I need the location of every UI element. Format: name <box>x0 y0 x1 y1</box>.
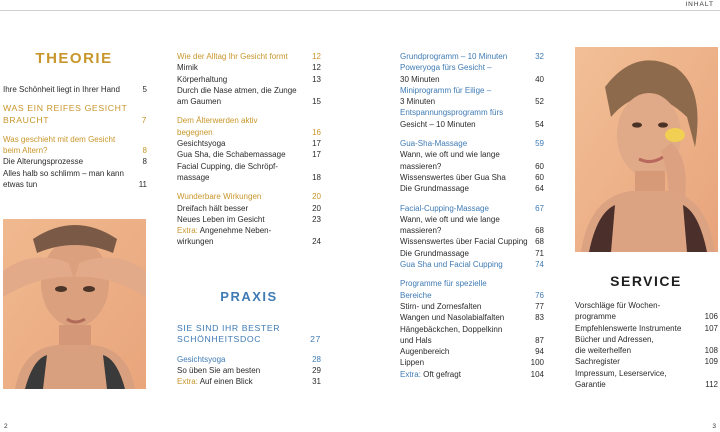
toc-entry-title: Gesichtsyoga <box>177 354 226 364</box>
toc-entry-title: Wangen und Nasolabialfalten <box>400 313 505 323</box>
toc-entry-page: 87 <box>535 335 544 345</box>
toc-entry <box>400 172 544 183</box>
toc-entry-page: 76 <box>535 290 544 300</box>
toc-entry-page: 67 <box>535 203 544 213</box>
toc-column-2-bottom <box>177 323 321 387</box>
toc-entry-title: wirkungen <box>177 237 214 247</box>
toc-entry-title <box>177 376 253 387</box>
toc-entry <box>400 357 544 368</box>
toc-entry-page: 8 <box>142 157 147 167</box>
toc-entry-title: SCHÖNHEITSDOC <box>177 334 262 345</box>
toc-entry-page: 20 <box>312 203 321 213</box>
toc-entry <box>400 278 544 289</box>
toc-entry-page: 71 <box>535 248 544 258</box>
toc-entry-prefix: Extra: <box>177 377 200 387</box>
toc-entry-title: Poweryoga fürs Gesicht – <box>400 63 492 73</box>
toc-entry <box>3 179 147 190</box>
toc-entry <box>400 51 544 62</box>
toc-entry-title: Gua-Sha-Massage <box>400 139 468 149</box>
toc-entry-title: Mimik <box>177 63 198 73</box>
toc-entry-page: 77 <box>535 301 544 311</box>
toc-entry-title: etwas tun <box>3 180 38 190</box>
toc-column-4 <box>575 300 718 390</box>
toc-entry <box>575 345 718 356</box>
toc-entry-title: massieren? <box>400 226 442 236</box>
toc-entry <box>3 145 147 156</box>
toc-entry <box>400 259 544 270</box>
toc-entry-page: 24 <box>312 237 321 247</box>
toc-entry-prefix: Extra: <box>400 369 424 379</box>
toc-entry-title: Neues Leben im Gesicht <box>177 214 265 224</box>
toc-entry-title: Impressum, Leserservice, <box>575 368 667 378</box>
toc-entry-title: Wann, wie oft und wie lange <box>400 214 500 224</box>
toc-entry-title: Miniprogramm für Eilige – <box>400 85 492 95</box>
toc-entry <box>400 346 544 357</box>
toc-entry-page: 7 <box>141 114 147 125</box>
toc-entry <box>575 356 718 367</box>
toc-entry <box>400 107 544 118</box>
toc-entry <box>177 191 321 202</box>
toc-entry-title: Wie der Alltag Ihr Gesicht formt <box>177 52 288 61</box>
toc-entry-page: 104 <box>530 369 544 379</box>
toc-entry-page: 17 <box>312 139 321 149</box>
toc-entry-page: 15 <box>312 97 321 107</box>
toc-entry-title: Wissenswertes über Gua Sha <box>400 172 506 182</box>
toc-entry-page: 13 <box>312 74 321 84</box>
page-number-right: 3 <box>712 423 716 430</box>
toc-entry-title <box>177 225 271 236</box>
toc-entry-prefix: Extra: <box>177 226 200 236</box>
toc-entry-title: Facial-Cupping-Massage <box>400 203 489 213</box>
toc-entry-title: Die Grundmassage <box>400 184 469 194</box>
toc-entry <box>177 138 321 149</box>
toc-entry-title: Gesichtsyoga <box>177 139 226 149</box>
toc-entry-text: Oft gefragt <box>423 369 461 379</box>
toc-entry-page: 60 <box>535 161 544 171</box>
toc-entry-title: Alles halb so schlimm – man kann <box>3 168 124 178</box>
toc-entry <box>3 103 147 114</box>
toc-entry <box>400 203 544 214</box>
toc-entry-page: 32 <box>535 52 544 61</box>
toc-entry-title: Bereiche <box>400 290 432 300</box>
section-praxis: PRAXIS <box>220 289 278 304</box>
toc-entry-title: Sachregister <box>575 357 620 367</box>
toc-column-2-top <box>177 51 321 248</box>
toc-entry <box>400 301 544 312</box>
toc-entry-page: 27 <box>310 334 321 345</box>
toc-entry-page: 8 <box>142 146 147 156</box>
toc-entry-title: Garantie <box>575 380 606 390</box>
toc-entry <box>177 127 321 138</box>
toc-entry <box>400 225 544 236</box>
toc-entry-page: 11 <box>138 180 147 190</box>
toc-entry-title: Dreifach hält besser <box>177 203 249 213</box>
toc-entry <box>3 84 147 95</box>
toc-entry-title: Stirn- und Zornesfalten <box>400 301 482 311</box>
toc-entry <box>177 85 321 96</box>
toc-entry <box>177 149 321 160</box>
toc-entry-page: 64 <box>535 184 544 194</box>
toc-entry <box>400 214 544 225</box>
toc-entry-title: Die Grundmassage <box>400 248 469 258</box>
toc-entry-title: Empfehlenswerte Instrumente <box>575 323 682 333</box>
toc-entry <box>177 225 321 236</box>
toc-entry <box>400 324 544 335</box>
toc-entry-title: Bücher und Adressen, <box>575 334 654 344</box>
toc-entry-title: Die Alterungsprozesse <box>3 157 84 167</box>
toc-entry-title: So üben Sie am besten <box>177 365 261 375</box>
toc-entry-title: Entspannungsprogramm fürs <box>400 108 504 118</box>
toc-entry <box>177 214 321 225</box>
toc-entry-page: 83 <box>535 313 544 323</box>
toc-entry-page: 54 <box>535 119 544 129</box>
toc-entry <box>177 236 321 247</box>
toc-entry-title: 30 Minuten <box>400 74 440 84</box>
section-theorie: THEORIE <box>35 50 113 67</box>
toc-entry <box>3 156 147 167</box>
toc-entry-page: 52 <box>535 97 544 107</box>
toc-entry-page: 68 <box>535 237 544 247</box>
toc-entry-title: die weiterhelfen <box>575 346 632 356</box>
toc-entry <box>575 300 718 311</box>
toc-entry <box>177 115 321 126</box>
toc-entry-title: Wunderbare Wirkungen <box>177 192 262 202</box>
page-number-left: 2 <box>4 423 8 430</box>
toc-entry-page: 60 <box>535 172 544 182</box>
toc-entry-page: 12 <box>312 52 321 61</box>
toc-entry-title: 3 Minuten <box>400 97 436 107</box>
toc-entry <box>400 161 544 172</box>
toc-entry-title: begegnen <box>177 127 213 137</box>
toc-entry-page: 74 <box>535 260 544 270</box>
toc-entry-page: 100 <box>530 358 544 368</box>
toc-entry-page: 68 <box>535 226 544 236</box>
toc-entry-title: Hängebäckchen, Doppelkinn <box>400 324 503 334</box>
toc-entry-page: 40 <box>535 74 544 84</box>
toc-entry <box>400 335 544 346</box>
toc-column-1 <box>3 84 147 190</box>
toc-entry <box>177 161 321 172</box>
toc-entry-title: Augenbereich <box>400 347 450 357</box>
toc-entry <box>177 203 321 214</box>
toc-entry <box>575 323 718 334</box>
toc-entry <box>400 119 544 130</box>
toc-entry <box>177 51 321 62</box>
toc-entry <box>177 365 321 376</box>
toc-entry <box>400 236 544 247</box>
toc-entry <box>177 62 321 73</box>
toc-entry-title: massieren? <box>400 161 442 171</box>
toc-entry-text: Angenehme Neben- <box>199 226 272 236</box>
toc-entry-title: beim Altern? <box>3 146 48 156</box>
toc-entry-text: Auf einen Blick <box>199 377 253 387</box>
toc-entry-page: 29 <box>312 365 321 375</box>
toc-entry <box>400 138 544 149</box>
toc-entry <box>575 368 718 379</box>
photo-forehead-yoga <box>3 219 146 389</box>
toc-entry <box>177 172 321 183</box>
toc-entry <box>400 248 544 259</box>
toc-entry-page: 16 <box>312 127 321 137</box>
section-service: SERVICE <box>610 273 682 289</box>
toc-entry-page: 28 <box>312 354 321 364</box>
photo-gua-sha <box>575 47 718 252</box>
toc-entry <box>177 96 321 107</box>
toc-entry-page: 94 <box>535 347 544 357</box>
toc-entry-title: und Hals <box>400 335 432 345</box>
toc-entry <box>3 134 147 145</box>
toc-entry <box>400 85 544 96</box>
toc-entry <box>177 376 321 387</box>
toc-entry-title: programme <box>575 312 616 322</box>
toc-entry <box>177 74 321 85</box>
toc-entry <box>177 334 321 345</box>
toc-entry-title: Gesicht – 10 Minuten <box>400 119 476 129</box>
toc-entry-title: Was geschieht mit dem Gesicht <box>3 134 116 144</box>
toc-entry <box>3 115 147 126</box>
toc-entry <box>575 334 718 345</box>
toc-entry-title: Lippen <box>400 358 425 368</box>
toc-entry <box>3 168 147 179</box>
toc-entry-title: Facial Cupping, die Schröpf- <box>177 161 278 171</box>
toc-entry-title: Durch die Nase atmen, die Zunge <box>177 85 297 95</box>
toc-entry-page: 17 <box>312 150 321 160</box>
toc-entry-title: Wann, wie oft und wie lange <box>400 150 500 160</box>
toc-entry <box>575 311 718 322</box>
toc-entry <box>400 183 544 194</box>
toc-entry-page: 12 <box>312 63 321 73</box>
toc-entry-title <box>400 369 461 380</box>
toc-entry-title: am Gaumen <box>177 97 222 107</box>
header-label: INHALT <box>685 1 714 8</box>
toc-entry <box>400 74 544 85</box>
toc-entry <box>400 62 544 73</box>
toc-entry <box>400 312 544 323</box>
toc-entry-title: Gua Sha, die Schabemassage <box>177 150 286 160</box>
toc-entry-page: 107 <box>704 323 718 333</box>
toc-entry-title: Wissenswertes über Facial Cupping <box>400 237 528 247</box>
toc-column-3 <box>400 51 544 380</box>
toc-entry-title: Ihre Schönheit liegt in Ihrer Hand <box>3 85 120 94</box>
toc-entry <box>177 323 321 334</box>
toc-entry-title: Programme für spezielle <box>400 279 487 289</box>
toc-entry-title: Grundprogramm – 10 Minuten <box>400 52 508 61</box>
toc-entry-page: 59 <box>535 139 544 149</box>
toc-entry-page: 18 <box>312 172 321 182</box>
toc-entry-page: 23 <box>312 214 321 224</box>
toc-entry-title: massage <box>177 172 210 182</box>
toc-entry-title: Dem Älterwerden aktiv <box>177 116 258 126</box>
toc-entry-title: BRAUCHT <box>3 114 50 125</box>
toc-entry-page: 20 <box>312 192 321 202</box>
toc-entry <box>575 379 718 390</box>
toc-entry-title: Vorschläge für Wochen- <box>575 301 661 310</box>
toc-entry <box>177 354 321 365</box>
toc-entry-page: 108 <box>704 346 718 356</box>
toc-entry <box>400 96 544 107</box>
toc-entry-page: 31 <box>312 377 321 387</box>
toc-entry <box>400 149 544 160</box>
toc-entry-title: WAS EIN REIFES GESICHT <box>3 103 128 114</box>
toc-entry <box>400 290 544 301</box>
toc-entry-page: 109 <box>704 357 718 367</box>
toc-entry-page: 5 <box>142 85 147 94</box>
toc-entry-title: SIE SIND IHR BESTER <box>177 323 281 333</box>
toc-entry-page: 112 <box>705 380 718 390</box>
top-rule <box>0 0 720 11</box>
toc-entry <box>400 369 544 380</box>
toc-entry-title: Körperhaltung <box>177 74 228 84</box>
toc-entry-title: Gua Sha und Facial Cupping <box>400 260 503 270</box>
toc-entry-page: 106 <box>704 312 718 322</box>
